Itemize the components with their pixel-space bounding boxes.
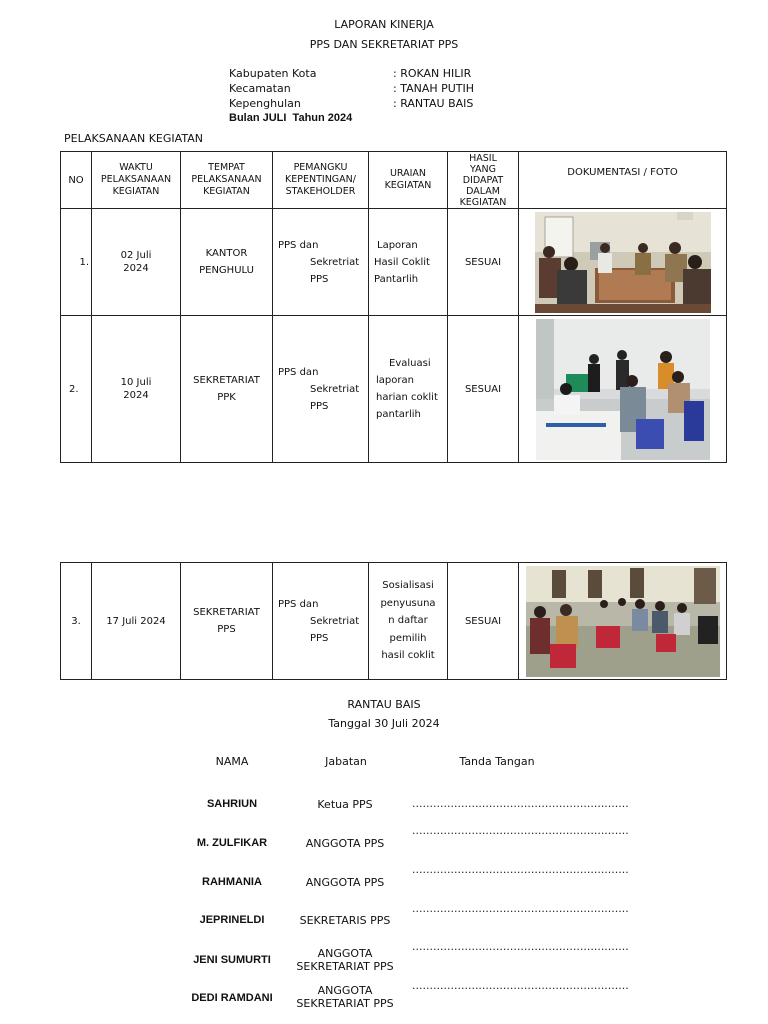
row-pemangku-line: Sekretriat: [310, 615, 360, 627]
column-tanda-tangan: Tanda Tangan: [459, 755, 535, 768]
signer-role: SEKRETARIAT PPS: [296, 960, 394, 973]
signer-role: ANGGOTA: [317, 947, 373, 960]
signature-line: ..............................................................: [412, 863, 629, 876]
activity-table-continued: [60, 562, 727, 680]
row-photo: [519, 316, 727, 463]
header-uraian: [369, 152, 448, 209]
row-hasil: SESUAI: [448, 563, 519, 680]
row-uraian-line: n daftar: [388, 615, 428, 627]
row-pemangku-line: PPS: [310, 632, 329, 644]
row-uraian: [369, 563, 448, 680]
header-no: NO: [61, 152, 92, 209]
row-pemangku-line: PPS dan: [278, 239, 319, 251]
signer-role: ANGGOTA PPS: [305, 876, 385, 889]
signer-role: SEKRETARIS PPS: [299, 914, 391, 927]
row-pemangku: [273, 316, 369, 463]
row-waktu-line: 10 Juli: [120, 377, 152, 388]
meeting-photo-2: [536, 319, 710, 460]
report-period: Bulan JULI Tahun 2024: [229, 112, 353, 124]
header-dokumentasi-text: DOKUMENTASI / FOTO: [567, 167, 678, 178]
row-waktu-line: 2024: [123, 263, 149, 274]
info-value-kecamatan: : TANAH PUTIH: [393, 82, 475, 95]
signer-name: RAHMANIA: [202, 876, 262, 888]
row-pemangku-line: Sekretriat: [310, 256, 360, 268]
row-pemangku: [273, 563, 369, 680]
row-tempat: [181, 316, 273, 463]
row-uraian-line: Sosialisasi: [382, 580, 434, 592]
header-hasil: [448, 152, 519, 209]
row-tempat-line: PENGHULU: [199, 265, 254, 276]
row-uraian-line: Hasil Coklit: [374, 256, 430, 268]
meeting-photo-3: [526, 566, 720, 677]
row-uraian: [369, 209, 448, 316]
row-pemangku-line: PPS: [310, 400, 329, 412]
signature-line: ..............................................................: [412, 979, 629, 992]
row-no: 3.: [61, 563, 92, 680]
header-tempat-text: TEMPAT PELAKSANAAN KEGIATAN: [191, 162, 262, 197]
section-title: PELAKSANAAN KEGIATAN: [64, 132, 203, 145]
header-hasil-text: HASIL YANG DIDAPAT DALAM KEGIATAN: [459, 152, 507, 208]
row-pemangku: [273, 209, 369, 316]
row-tempat-line: SEKRETARIAT: [193, 375, 260, 386]
row-waktu: 17 Juli 2024: [92, 563, 181, 680]
header-tempat: [181, 152, 273, 209]
row-waktu: [92, 316, 181, 463]
row-tempat: [181, 563, 273, 680]
signature-line: ..............................................................: [412, 824, 629, 837]
header-pemangku-text: PEMANGKU KEPENTINGAN/ STAKEHOLDER: [285, 162, 356, 197]
report-subtitle: PPS DAN SEKRETARIAT PPS: [309, 38, 459, 51]
header-pemangku: [273, 152, 369, 209]
table-row: [61, 563, 727, 680]
row-hasil: SESUAI: [448, 209, 519, 316]
row-waktu-line: 02 Juli: [120, 250, 152, 261]
signer-role: Ketua PPS: [317, 798, 373, 811]
row-photo: [519, 209, 727, 316]
row-no: 2.: [61, 316, 92, 463]
row-photo: [519, 563, 727, 680]
signature-line: ..............................................................: [412, 940, 629, 953]
info-value-kabupaten: : ROKAN HILIR: [393, 67, 472, 80]
header-waktu: [92, 152, 181, 209]
info-label-kabupaten: Kabupaten Kota: [229, 67, 317, 80]
row-uraian-line: Pantarlih: [374, 273, 419, 285]
row-tempat-line: PPS: [217, 624, 236, 635]
row-uraian-line: laporan: [376, 375, 414, 386]
table-row: [61, 316, 727, 463]
row-uraian-line: Evaluasi: [389, 358, 431, 369]
signer-name: M. ZULFIKAR: [196, 837, 268, 849]
info-label-kepenghulan: Kepenghulan: [229, 97, 301, 110]
row-tempat-line: PPK: [217, 392, 236, 403]
row-pemangku-line: PPS dan: [278, 366, 319, 378]
signer-name: JENI SUMURTI: [193, 954, 271, 966]
row-no: 1.: [61, 209, 92, 316]
table-row: [61, 209, 727, 316]
column-nama: NAMA: [215, 755, 249, 768]
signer-name: JEPRINELDI: [199, 914, 265, 926]
row-uraian-line: pantarlih: [376, 409, 421, 420]
signer-name: DEDI RAMDANI: [191, 992, 273, 1004]
row-uraian-line: harian coklit: [376, 392, 438, 403]
report-title: LAPORAN KINERJA: [334, 18, 434, 31]
row-waktu-line: 2024: [123, 390, 149, 401]
row-uraian-line: Laporan: [377, 239, 418, 251]
row-uraian: [369, 316, 448, 463]
signature-place: RANTAU BAIS: [347, 698, 421, 711]
activity-table: [60, 151, 727, 463]
signature-line: ..............................................................: [412, 902, 629, 915]
signer-role: ANGGOTA PPS: [305, 837, 385, 850]
row-waktu: [92, 209, 181, 316]
row-pemangku-line: Sekretriat: [310, 383, 360, 395]
header-waktu-text: WAKTU PELAKSANAAN KEGIATAN: [100, 162, 172, 197]
header-uraian-text: URAIAN KEGIATAN: [384, 168, 432, 191]
signer-role: ANGGOTA: [317, 984, 373, 997]
table-header-row: [61, 152, 727, 209]
row-tempat-line: SEKRETARIAT: [193, 607, 260, 618]
signer-name: SAHRIUN: [206, 798, 258, 810]
info-value-kepenghulan: : RANTAU BAIS: [393, 97, 474, 110]
row-uraian-line: hasil coklit: [381, 650, 435, 662]
meeting-photo-1: [535, 212, 711, 313]
column-jabatan: Jabatan: [325, 755, 367, 768]
signature-line: ..............................................................: [412, 797, 629, 810]
row-hasil: SESUAI: [448, 316, 519, 463]
row-uraian-line: pemilih: [389, 632, 427, 644]
info-label-kecamatan: Kecamatan: [229, 82, 291, 95]
row-uraian-line: penyusuna: [380, 597, 436, 609]
row-tempat: [181, 209, 273, 316]
row-tempat-line: KANTOR: [205, 248, 248, 259]
row-pemangku-line: PPS: [310, 273, 329, 285]
signer-role: SEKRETARIAT PPS: [296, 997, 394, 1010]
header-dokumentasi: [519, 152, 727, 209]
signature-date: Tanggal 30 Juli 2024: [328, 717, 440, 730]
row-pemangku-line: PPS dan: [278, 598, 319, 610]
